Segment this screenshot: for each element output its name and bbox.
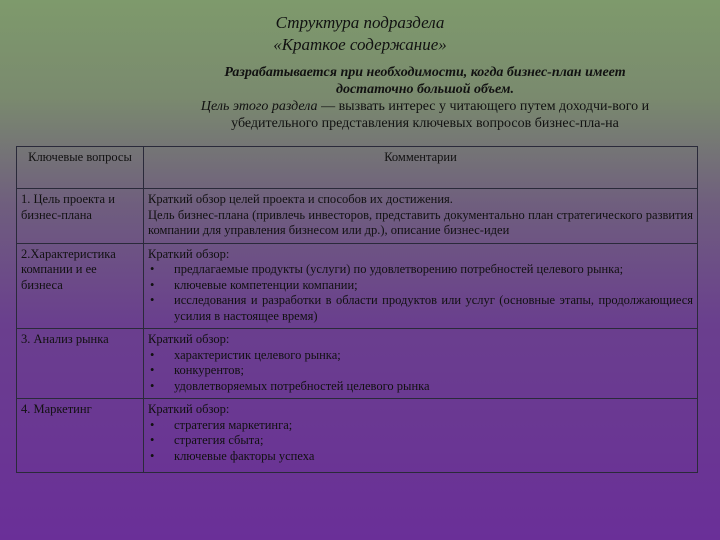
list-item: • стратегия маркетинга; [150, 417, 293, 432]
list-item: • конкурентов; [150, 363, 244, 377]
header-comments: Комментарии [144, 147, 698, 189]
bullet-icon: • [150, 277, 155, 292]
intro-line-1: Разрабатывается при необходимости, когда бизнес-план имеет [224, 65, 626, 80]
comment-intro: Краткий обзор: [148, 332, 230, 346]
table-row [17, 243, 698, 329]
list-item: • ключевые факторы успеха [150, 448, 315, 463]
comment-line: Цель бизнес-плана (привлечь инвесторов, представить документально план стратегического развития компании для управления бизнесом или др.), описание бизнес-идеи [148, 207, 693, 237]
table-header-row [17, 147, 698, 189]
bullet-icon: • [150, 293, 155, 307]
list-item: • характеристик целевого рынка; [150, 347, 341, 362]
row-comment [144, 189, 698, 244]
bullet-icon: • [150, 363, 155, 377]
bullet-icon: • [150, 262, 155, 276]
intro-text [150, 64, 700, 132]
intro-line-2: достаточно большой объем. [336, 82, 514, 97]
list-item: • удовлетворяемых потребностей целевого рынка [150, 378, 430, 393]
intro-goal-label: Цель этого раздела [200, 99, 318, 114]
header-key-questions: Ключевые вопросы [17, 147, 144, 189]
bullet-icon: • [150, 347, 155, 362]
intro-line-3 [150, 98, 700, 115]
table-row [17, 189, 698, 244]
key-questions-table [16, 146, 698, 473]
intro-goal-text: — вызвать интерес у читающего путем доходчи-вого и [317, 99, 650, 114]
bullet-icon: • [150, 448, 155, 463]
title-line-2: «Краткое содержание» [273, 35, 447, 54]
row-comment [144, 329, 698, 399]
list-item: • ключевые компетенции компании; [150, 277, 358, 292]
bullet-icon: • [150, 417, 155, 432]
row-label: 4. Маркетинг [17, 399, 144, 473]
comment-intro: Краткий обзор: [148, 402, 230, 416]
list-item: • стратегия сбыта; [150, 433, 264, 447]
row-comment [144, 399, 698, 473]
slide-title [0, 12, 720, 56]
table-row [17, 329, 698, 399]
intro-line-4: убедительного представления ключевых вопросов бизнес-пла-на [231, 116, 619, 131]
bullet-icon: • [150, 433, 155, 447]
list-item: • предлагаемые продукты (услуги) по удовлетворению потребностей целевого рынка; [150, 262, 624, 276]
comment-line: Краткий обзор целей проекта и способов их достижения. [148, 192, 453, 206]
row-comment [144, 243, 698, 329]
list-item: • исследования и разработки в области продуктов или услуг (основные этапы, продолжающиеся усилия в настоящее время) [150, 293, 693, 323]
row-label: 3. Анализ рынка [17, 329, 144, 399]
row-label: 2.Характеристика компании и ее бизнеса [17, 243, 144, 329]
table-row [17, 399, 698, 473]
comment-intro: Краткий обзор: [148, 246, 230, 261]
bullet-icon: • [150, 378, 155, 393]
title-line-1: Структура подраздела [275, 13, 445, 32]
row-label: 1. Цель проекта и бизнес-плана [17, 189, 144, 244]
